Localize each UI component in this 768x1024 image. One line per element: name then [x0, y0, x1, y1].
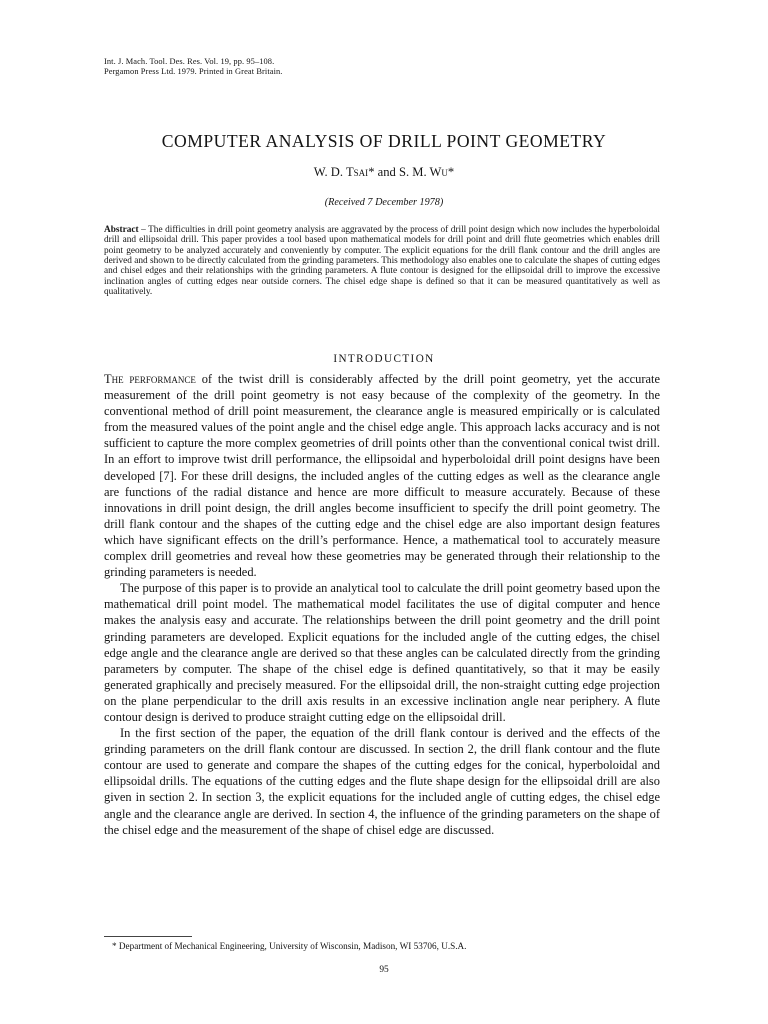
author-join: * and S. M. W [368, 165, 442, 179]
abstract [104, 225, 660, 297]
received-date: (Received 7 December 1978) [324, 197, 444, 208]
page-number: 95 [379, 965, 389, 975]
author-1-initials: W. D. T [313, 165, 354, 179]
author-affiliation-footnote: * Department of Mechanical Engineering, University of Wisconsin, Madison, WI 53706, U.S.A. [112, 941, 467, 951]
paragraph-1-text: of the twist drill is considerably affected by the drill point geometry, yet the accurate measurement of the drill point geometry is not easy because of the complexity of the geometry. In the conventional method of drill point measurement, the clearance angle is measured empirically or is calculated from the measured values of the point angle and the chisel edge angle. This approach lacks accuracy and is not sufficient to capture the more complex geometries of drill points other than the conventional conical twist drill. In an effort to improve twist drill performance, the ellipsoidal and hyperboloidal drill point designs have been developed [7]. For these drill designs, the included angles of the cutting edges as well as the clearance angle are functions of the radial distance and hence are more difficult to measure accurately. Because of these innovations in drill point design, the drill angles become insufficient to specify the drill point geometry. The drill flank contour and the shapes of the cutting edge and the chisel edge are also important design features which have significant effects on the drill’s performance. Hence, a mathematical tool to accurately measure complex drill geometries and reveal how these geometries may be generated through their relationship to the grinding parameters is needed. [104, 372, 660, 580]
paragraph-1 [104, 371, 660, 580]
paragraph-2: The purpose of this paper is to provide an analytical tool to calculate the drill point geometry based upon the mathematical drill point model. The mathematical model facilitates the use of digital computer and hence makes the analysis easy and accurate. The relationships between the drill point geometry and the drill point grinding parameters are developed. Explicit equations for the included angle of the cutting edges, the chisel edge angle and the clearance angle are derived so that these angles can be calculated directly from the grinding parameters by computer. The shape of the chisel edge is defined quantitatively, so that it may be easily generated graphically and precisely measured. For the ellipsoidal drill, the non-straight cutting edge projection on the plane perpendicular to the drill axis results in an excessive inclination angle near periphery. A flute contour design is derived to produce straight cutting edge on the ellipsoidal drill. [104, 581, 660, 724]
abstract-text: – The difficulties in drill point geometry analysis are aggravated by the process of drill point design which now includes the hyperboloidal drill and ellipsoidal drill. This paper provides a tool based upon mathematical models for drill point and drill flute geometries which enables drill point geometry to be analyzed accurately and conveniently by computer. The explicit equations for the drill flank contour and the drill angles are derived and shown to be directly calculated from the grinding parameters. This methodology also enables one to calculate the shapes of cutting edges and chisel edges and their relationships with the grinding parameters. A flute contour is designed for the ellipsoidal drill to improve the excessive inclination angles of cutting edges near outside corners. The chisel edge shape is defined so that it can be measured quantitatively as well as qualitatively. [104, 225, 660, 298]
journal-citation [104, 57, 282, 77]
paragraph-3: In the first section of the paper, the equation of the drill flank contour is derived and the effects of the grinding parameters on the drill flank contour are discussed. In section 2, the drill flank contour and the flute contour are used to generate and compare the shapes of the cutting edges for the conical, hyperboloidal and ellipsoidal drills. The equations of the cutting edges and the flute shape design for the ellipsoidal drill are also given in section 2. In section 3, the explicit equations for the included angle of cutting edges, the chisel edge angle and the clearance angle are derived. In section 4, the influence of the grinding parameters on the shape of the chisel edge and the measurement of the shape of chisel edge are discussed. [104, 726, 660, 837]
author-footnote-mark: * [447, 165, 455, 179]
lead-in-smallcaps: The performance [104, 372, 196, 386]
paper-authors [0, 165, 768, 180]
journal-line-1: Int. J. Mach. Tool. Des. Res. Vol. 19, pp. 95–108. [104, 57, 275, 66]
footnote-divider [104, 936, 192, 937]
author-2-surname-rest: u [441, 165, 448, 179]
section-heading-introduction: INTRODUCTION [333, 353, 435, 365]
paper-title: COMPUTER ANALYSIS OF DRILL POINT GEOMETRY [161, 131, 607, 151]
journal-line-2: Pergamon Press Ltd. 1979. Printed in Great Britain. [104, 67, 283, 76]
author-1-surname-rest: sai [353, 165, 369, 179]
abstract-label: Abstract [104, 225, 139, 235]
introduction-body [104, 371, 660, 838]
